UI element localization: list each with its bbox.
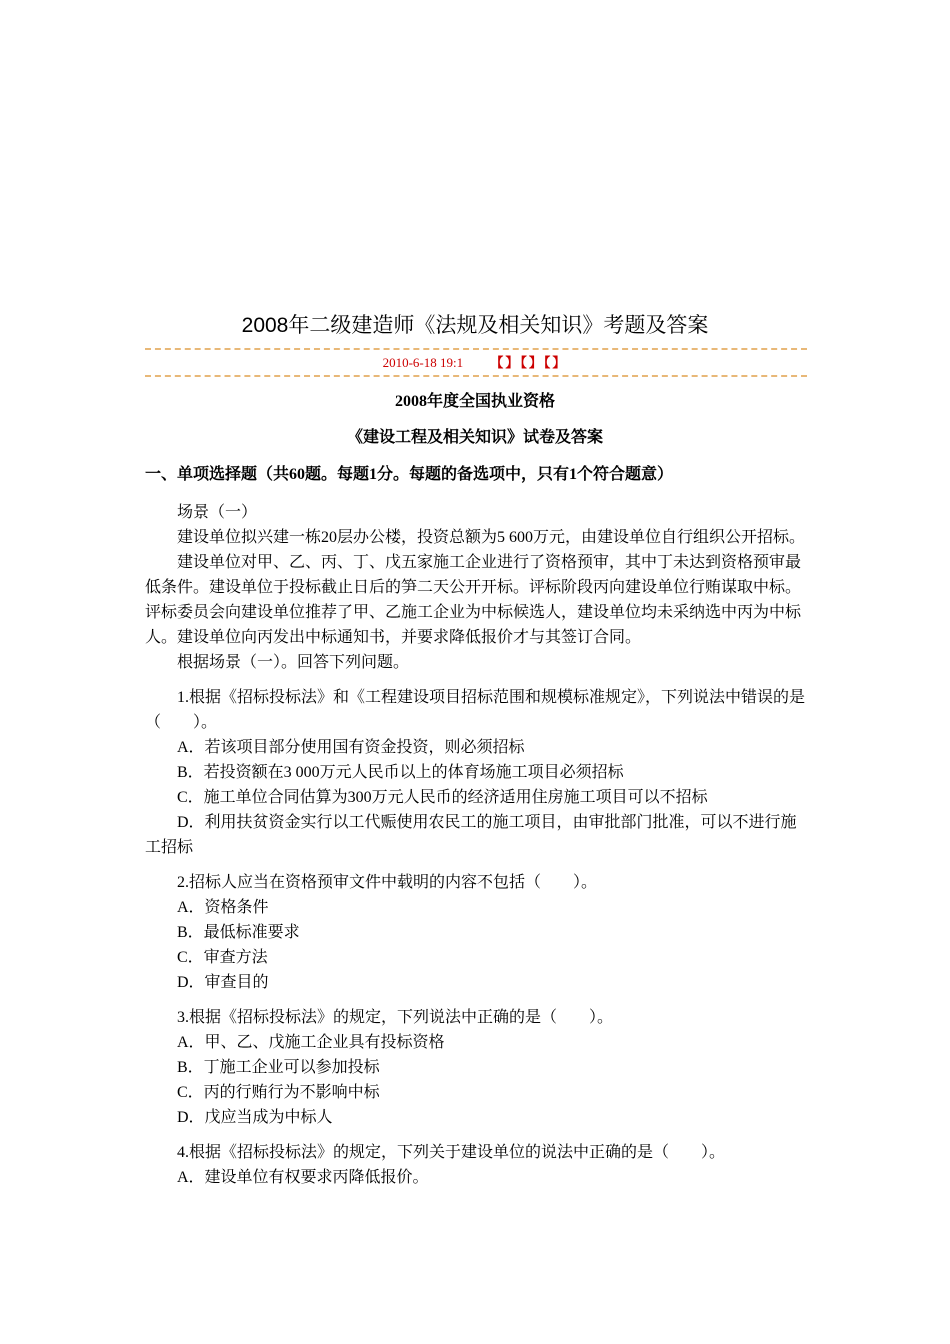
question-4-stem: 4.根据《招标投标法》的规定，下列关于建设单位的说法中正确的是（ ）。 <box>177 1144 726 1161</box>
question-2-stem: 2.招标人应当在资格预审文件中载明的内容不包括（ ）。 <box>177 874 598 891</box>
question-2-option-d: D．审查目的 <box>177 974 269 991</box>
question-1-option-a: A．若该项目部分使用国有资金投资，则必须招标 <box>177 739 525 756</box>
article-title: 2008年二级建造师《法规及相关知识》考题及答案 <box>241 314 709 337</box>
question-2-option-b: B．最低标准要求 <box>177 924 300 941</box>
divider-top <box>145 348 807 350</box>
question-3-option-c: C．丙的行贿行为不影响中标 <box>177 1084 380 1101</box>
article-brackets[interactable]: 【】【】【】 <box>490 355 568 370</box>
scenario-paragraph-1: 建设单位拟兴建一栋20层办公楼，投资总额为5 600万元，由建设单位自行组织公开招标。 <box>177 529 806 546</box>
question-2-option-a: A．资格条件 <box>177 899 269 916</box>
question-1-stem: 1.根据《招标投标法》和《工程建设项目招标范围和规模标准规定》，下列说法中错误的是（ ）。 <box>145 689 806 731</box>
scenario-prompt: 根据场景（一）。回答下列问题。 <box>177 654 410 671</box>
article-date: 2010-6-18 19:1 <box>382 355 464 370</box>
question-1-option-d: D．利用扶贫资金实行以工代赈使用农民工的施工项目，由审批部门批准，可以不进行施 工招标 <box>145 814 797 856</box>
question-3-option-d: D．戊应当成为中标人 <box>177 1109 333 1126</box>
exam-body <box>145 500 807 1190</box>
question-3-option-b: B．丁施工企业可以参加投标 <box>177 1059 380 1076</box>
question-3-stem: 3.根据《招标投标法》的规定，下列说法中正确的是（ ）。 <box>177 1009 614 1026</box>
exam-heading-1: 2008年度全国执业资格 <box>394 393 555 410</box>
article-meta <box>0 353 950 373</box>
question-3-option-a: A．甲、乙、戊施工企业具有投标资格 <box>177 1034 445 1051</box>
question-4-option-a: A．建设单位有权要求丙降低报价。 <box>177 1169 429 1186</box>
question-1-option-c: C．施工单位合同估算为300万元人民币的经济适用住房施工项目可以不招标 <box>177 789 708 806</box>
question-1-option-b: B．若投资额在3 000万元人民币以上的体育场施工项目必须招标 <box>177 764 624 781</box>
scenario-label: 场景（一） <box>177 504 258 521</box>
exam-heading-2: 《建设工程及相关知识》试卷及答案 <box>346 429 603 446</box>
scenario-paragraph-2: 建设单位对甲、乙、丙、丁、戊五家施工企业进行了资格预审，其中丁未达到资格预审最低条件。建设单位于投标截止日后的笋二天公开开标。评标阶段丙向建设单位行贿谋取中标。评标委员会向建设单位推荐了甲、乙施工企业为中标候选人，建设单位均未采纳选中丙为中标人。建设单位向丙发出中标通知书，并要求降低报价才与其签订合同。 <box>145 554 802 646</box>
divider-bottom <box>145 375 807 377</box>
question-2-option-c: C．审查方法 <box>177 949 268 966</box>
section-title: 一、单项选择题（共60题。每题1分。每题的备选项中，只有1个符合题意） <box>145 466 674 483</box>
